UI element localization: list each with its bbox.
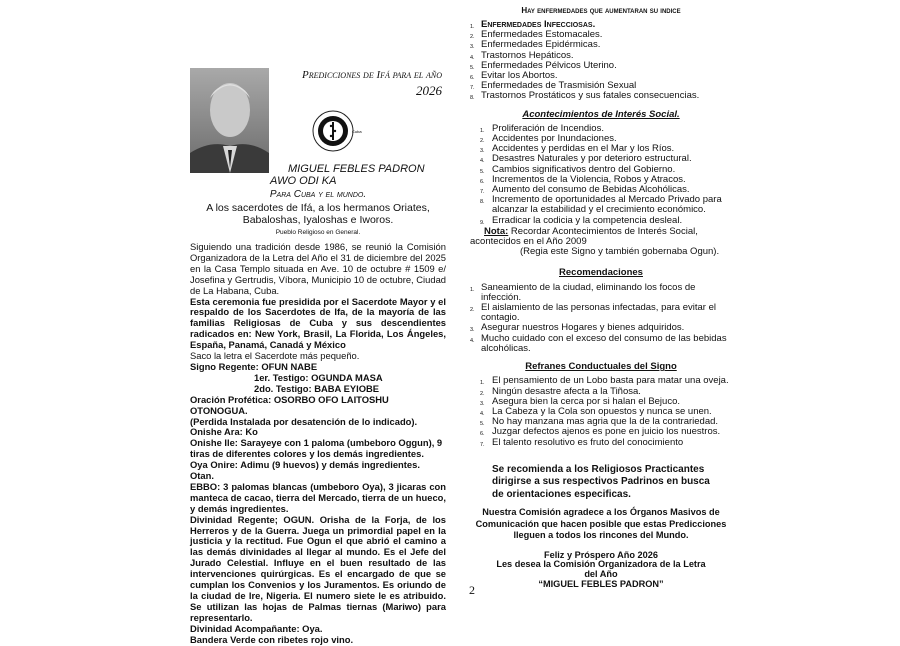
list-text: Accidentes y perdidas en el Mar y los Ríos.	[492, 143, 675, 155]
saco-line: Saco la letra el Sacerdote más pequeño.	[190, 350, 360, 362]
social-list	[470, 124, 732, 226]
list-number: 1.	[470, 24, 475, 30]
list-number: 6.	[480, 431, 485, 438]
list-number: 4.	[470, 54, 475, 61]
author-block	[190, 163, 446, 187]
firma-line: “MIGUEL FEBLES PADRON”	[538, 578, 664, 589]
list-number: 2.	[480, 390, 485, 397]
list-number: 4.	[480, 410, 485, 417]
list-number: 7.	[480, 189, 485, 196]
signo-regente: Signo Regente: OFUN NABE	[190, 360, 318, 372]
list-text: Incremento de oportunidades al Mercado Privado para alcanzar la estabilidad y el crecimiento económico.	[492, 194, 722, 216]
list-number: 1.	[480, 380, 485, 387]
nota-text: Recordar Acontecimientos de Interés Social, acontecidos en el Año 2009	[470, 225, 698, 248]
otan-line: Otan.	[190, 470, 214, 482]
regia-line: (Regia este Signo y también gobernaba Ogun).	[520, 246, 720, 258]
recomienda-paragraph: Se recomienda a los Religiosos Practicantes dirigirse a sus respectivos Padrinos en busca de orientaciones especificas.	[492, 463, 710, 500]
list-text: Desastres Naturales y por deterioro estructural.	[492, 153, 692, 165]
para-cuba: Para Cuba y el mundo.	[269, 189, 367, 200]
desea-line: Les desea la Comisión Organizadora de la Letra del Año	[496, 559, 706, 579]
list-number: 9.	[480, 219, 485, 226]
list-number: 8.	[470, 95, 475, 102]
list-number: 5.	[480, 421, 485, 428]
author-title: AWO ODI KA	[270, 175, 337, 187]
divinidad-acompanante: Divinidad Acompañante: Oya.	[190, 622, 323, 634]
closing-block	[470, 551, 732, 589]
list-text: El aislamiento de las personas infectadas, para evitar el contagio.	[481, 302, 716, 324]
ebbo-paragraph: EBBO: 3 palomas blancas (umbeboro Oya), 3 jicaras con manteca de cacao, tierra del Mercado, tierra de un hueco, y demás ingredientes.	[190, 480, 446, 514]
list-number: 4.	[480, 158, 485, 165]
list-number: 5.	[470, 64, 475, 71]
social-title: Acontecimientos de Interés Social.	[522, 108, 680, 120]
onishe-ara: Onishe Ara: Ko	[190, 426, 258, 438]
list-text: Evitar los Abortos.	[481, 70, 558, 82]
organization-seal	[312, 108, 372, 154]
list-text: Aumento del consumo de Bebidas Alcohólicas.	[492, 184, 690, 196]
list-text: Ningún desastre afecta a la Tiñosa.	[492, 385, 641, 397]
list-item	[470, 91, 732, 101]
list-text: Asegura bien la cerca por si halan el Bejuco.	[492, 395, 681, 407]
document-title	[270, 68, 442, 98]
list-item	[480, 438, 732, 448]
list-text: Cambios significativos dentro del Gobierno.	[492, 163, 676, 175]
list-text: El pensamiento de un Lobo basta para matar una oveja.	[492, 375, 729, 387]
list-text: Enfermedades de Trasmisión Sexual	[481, 80, 637, 92]
list-text: Enfermedades Estomacales.	[481, 29, 603, 41]
list-number: 7.	[480, 441, 485, 448]
title-line: Predicciones de Ifá para el año	[302, 69, 442, 81]
list-text: Trastornos Hepáticos.	[481, 49, 574, 61]
testigo-1: 1er. Testigo: OGUNDA MASA	[254, 371, 383, 383]
dedication-line-1: A los sacerdotes de Ifá, a los hermanos Oriates,	[206, 201, 430, 214]
author-name: MIGUEL FEBLES PADRON	[288, 163, 425, 175]
title-year: 2026	[416, 83, 442, 98]
list-text: Enfermedades Epidérmicas.	[481, 39, 601, 51]
nota-block	[470, 227, 732, 247]
list-number: 1.	[470, 286, 475, 293]
refranes-list	[470, 376, 732, 447]
list-item	[480, 216, 732, 226]
pueblo-religioso: Pueblo Religioso en General.	[275, 228, 361, 236]
recomendaciones-title: Recomendaciones	[559, 267, 643, 279]
list-text: No hay manzana mas agria que la de la contrariedad.	[492, 416, 719, 428]
right-column	[470, 0, 732, 589]
dedication-line-2: Babaloshas, Iyaloshas e Iworos.	[242, 214, 394, 226]
ceremony-paragraph: Esta ceremonia fue presidida por el Sacerdote Mayor y el respaldo de los Sacerdotes de Ifa, de la mayoría de las familias Religiosas de Cuba y sus descendientes radicados en: New York, Brasil, La Florida, Los Ángeles, España, Panamá, Canadá y México	[190, 295, 446, 351]
list-text: Enfermedades Infecciosas.	[481, 19, 596, 30]
list-text: Mucho cuidado con el exceso del consumo de las bebidas alcohólicas.	[481, 332, 727, 354]
list-text: Erradicar la codicia y la competencia desleal.	[492, 214, 683, 226]
list-number: 6.	[480, 178, 485, 185]
list-item	[470, 303, 732, 323]
list-number: 8.	[480, 199, 485, 206]
intro-paragraph: Siguiendo una tradición desde 1986, se reunió la Comisión Organizadora de la Letra del Año el 31 de diciembre del 2025 en la Casa Templo situada en Ave. 10 de octubre # 1509 e/ Josefina y Gertrudis, Víbora, Municipio 10 de octubre, Ciudad de La Habana, Cuba.	[190, 241, 446, 296]
list-number: 7.	[470, 85, 475, 92]
seal-text: Cuba	[352, 129, 362, 134]
list-number: 3.	[480, 148, 485, 155]
list-text: Saneamiento de la ciudad, eliminando los focos de infección.	[481, 281, 696, 303]
list-number: 3.	[470, 327, 475, 334]
list-text: Accidentes por Inundaciones.	[492, 133, 617, 145]
list-text: La Cabeza y la Cola son opuestos y nunca se unen.	[492, 405, 712, 417]
nota-label: Nota:	[484, 225, 509, 237]
list-text: Enfermedades Pélvicos Uterino.	[481, 59, 617, 71]
recomendaciones-list	[470, 283, 732, 354]
perdida-line: (Perdida Instalada por desatención de lo indicado).	[190, 415, 418, 427]
enfermedades-list	[470, 20, 732, 102]
page-number: 2	[469, 583, 475, 597]
list-number: 2.	[470, 34, 475, 41]
list-number: 2.	[470, 307, 475, 314]
dedication	[190, 189, 446, 239]
feliz-line: Feliz y Próspero Año 2026	[543, 549, 659, 560]
enfermedades-header: Hay enfermedades que aumentaran su indice	[521, 6, 681, 15]
list-text: El talento resolutivo es fruto del conocimiento	[492, 436, 684, 448]
portrait-photo	[190, 68, 269, 173]
divinidad-paragraph: Divinidad Regente; OGUN. Orisha de la Forja, de los Herreros y de la Guerra. Juega un primordial papel en la justicia y la rectitud. Fue Ogun el que abrió el camino a las demás divinidades al llegar al mundo. Es el Jefe del Jurado Celestial. Influye en el buen resultado de las intervenciones quirúrgicas. Es el encargado de que se cumplan los Convenios y los Juramentos. Es oriundo de la ciudad de Ire, Nigeria. El numero siete le es atribuido. Se utilizan las hojas de Palmas tiernas (Mariwo) para representarlo.	[190, 513, 446, 623]
list-number: 6.	[470, 75, 475, 82]
onishe-ile: Onishe Ile: Sarayeye con 1 paloma (umbeboro Oggun), 9 tiras de diferentes colores y los demás ingredientes.	[190, 437, 443, 460]
list-text: Trastornos Prostáticos y sus fatales consecuencias.	[481, 90, 700, 102]
list-text: Incrementos de la Violencia, Robos y Atracos.	[492, 173, 686, 185]
list-number: 1.	[480, 127, 485, 134]
agradece-paragraph: Nuestra Comisión agradece a los Órganos Masivos de Comunicación que hacen posible que estas Predicciones lleguen a todos los rincones del Mundo.	[475, 507, 727, 541]
list-text: Juzgar defectos ajenos es pone en juicio los nuestros.	[492, 426, 721, 438]
list-number: 4.	[470, 337, 475, 344]
list-number: 3.	[480, 400, 485, 407]
oracion-profetica: Oración Profética: OSORBO OFO LAITOSHU OTONOGUA.	[190, 393, 389, 416]
list-number: 3.	[470, 44, 475, 51]
list-text: Proliferación de Incendios.	[492, 122, 604, 134]
list-number: 2.	[480, 138, 485, 145]
oya-onire: Oya Onire: Adimu (9 huevos) y demás ingredientes.	[190, 459, 420, 471]
list-item	[480, 195, 732, 215]
list-text: Asegurar nuestros Hogares y bienes adquiridos.	[481, 322, 685, 334]
list-item	[470, 334, 732, 354]
list-number: 5.	[480, 168, 485, 175]
bandera-line: Bandera Verde con ribetes rojo vino.	[190, 633, 354, 645]
testigo-2: 2do. Testigo: BABA EYIOBE	[254, 382, 380, 394]
refranes-title: Refranes Conductuales del Signo	[525, 361, 677, 373]
left-body	[190, 242, 446, 646]
list-item	[470, 283, 732, 303]
